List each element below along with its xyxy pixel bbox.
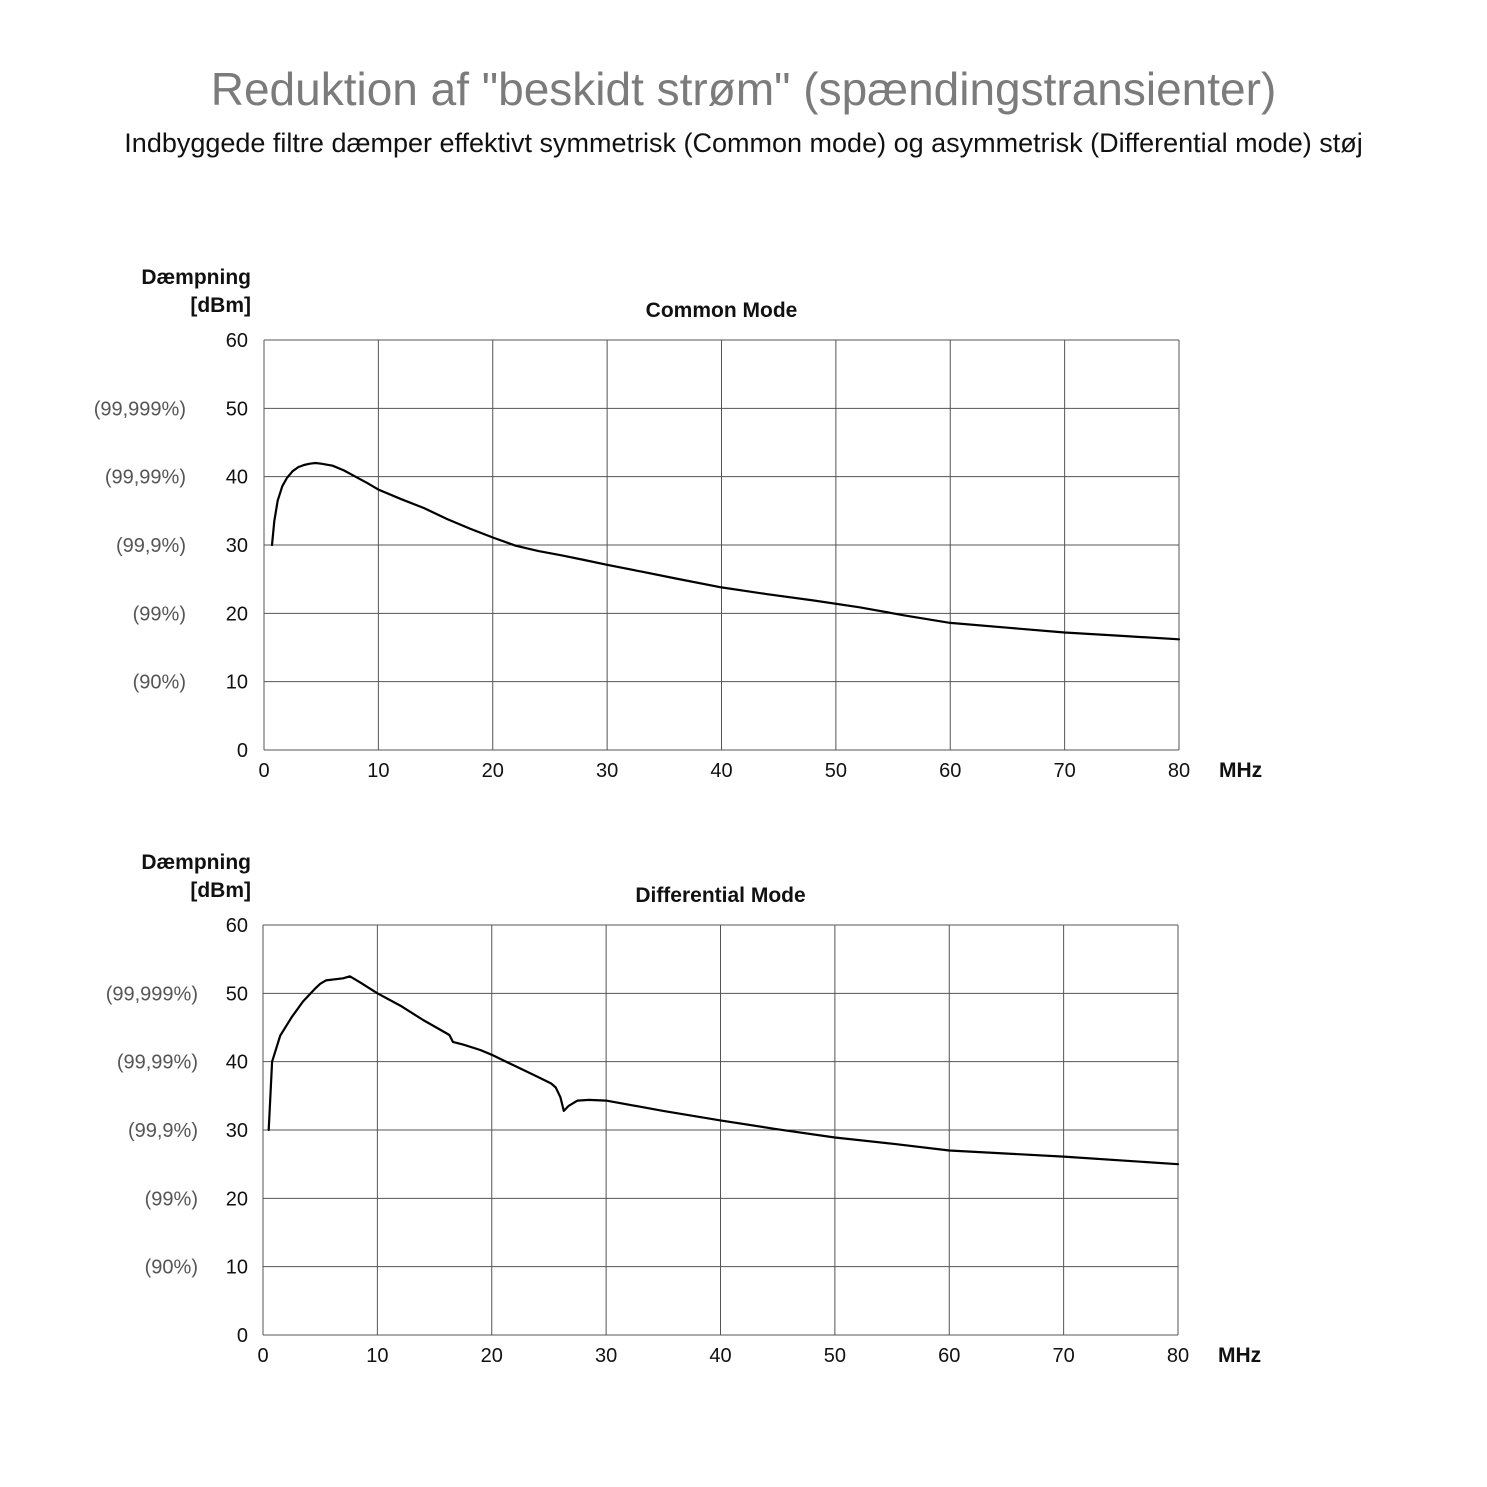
- y-tick-percent-label: (99,99%): [104, 466, 186, 489]
- y-tick-label: 50: [225, 398, 248, 421]
- x-tick-label: 40: [709, 1345, 732, 1367]
- x-tick-label: 20: [481, 760, 504, 782]
- y-tick-label: 40: [225, 1051, 248, 1074]
- y-tick-percent-label: (90%): [132, 671, 186, 694]
- y-tick-label: 50: [225, 983, 248, 1006]
- y-tick-percent-label: (90%): [144, 1256, 198, 1279]
- y-tick-percent-label: (99,9%): [127, 1120, 198, 1142]
- x-tick-label: 30: [596, 760, 619, 782]
- x-axis-unit: MHz: [1219, 759, 1263, 782]
- x-tick-label: 40: [710, 760, 733, 782]
- x-axis-unit: MHz: [1218, 1344, 1262, 1367]
- y-tick-label: 0: [236, 740, 248, 762]
- page-title: Reduktion af "beskidt strøm" (spændingstransienter): [210, 63, 1277, 115]
- y-tick-label: 60: [225, 915, 248, 937]
- y-tick-label: 40: [225, 466, 248, 489]
- chart-title: Differential Mode: [635, 884, 806, 907]
- x-tick-label: 60: [938, 1345, 961, 1367]
- x-tick-label: 70: [1053, 760, 1076, 782]
- y-axis-label: Dæmpning: [141, 266, 251, 289]
- y-tick-percent-label: (99%): [144, 1188, 198, 1211]
- y-tick-percent-label: (99,999%): [105, 983, 198, 1006]
- y-tick-label: 60: [225, 330, 248, 352]
- chart-title: Common Mode: [645, 299, 798, 322]
- y-tick-label: 30: [225, 535, 248, 557]
- common-mode-chart: [0, 250, 1487, 810]
- y-tick-percent-label: (99%): [132, 603, 186, 626]
- x-tick-label: 20: [480, 1345, 503, 1367]
- x-tick-label: 0: [258, 760, 270, 782]
- x-tick-label: 10: [366, 1345, 389, 1367]
- series-line: [269, 976, 1178, 1164]
- x-tick-label: 50: [824, 760, 847, 782]
- y-tick-percent-label: (99,9%): [115, 535, 186, 557]
- page-subtitle: Indbyggede filtre dæmper effektivt symmetrisk (Common mode) og asymmetrisk (Differential mode) støj: [124, 128, 1363, 158]
- y-tick-percent-label: (99,99%): [116, 1051, 198, 1074]
- x-tick-label: 80: [1167, 760, 1191, 782]
- x-tick-label: 30: [595, 1345, 618, 1367]
- x-tick-label: 80: [1166, 1345, 1190, 1367]
- y-tick-label: 0: [236, 1325, 248, 1347]
- y-tick-label: 10: [225, 671, 248, 694]
- x-tick-label: 50: [823, 1345, 846, 1367]
- x-tick-label: 60: [939, 760, 962, 782]
- differential-mode-chart: [0, 835, 1487, 1395]
- x-tick-label: 10: [367, 760, 390, 782]
- y-tick-label: 30: [225, 1120, 248, 1142]
- y-tick-label: 20: [225, 603, 248, 626]
- y-tick-percent-label: (99,999%): [93, 398, 186, 421]
- y-axis-label: Dæmpning: [141, 851, 251, 874]
- y-tick-label: 10: [225, 1256, 248, 1279]
- x-tick-label: 70: [1052, 1345, 1075, 1367]
- y-tick-label: 20: [225, 1188, 248, 1211]
- y-axis-unit: [dBm]: [190, 879, 251, 902]
- x-tick-label: 0: [257, 1345, 269, 1367]
- y-axis-unit: [dBm]: [190, 294, 251, 317]
